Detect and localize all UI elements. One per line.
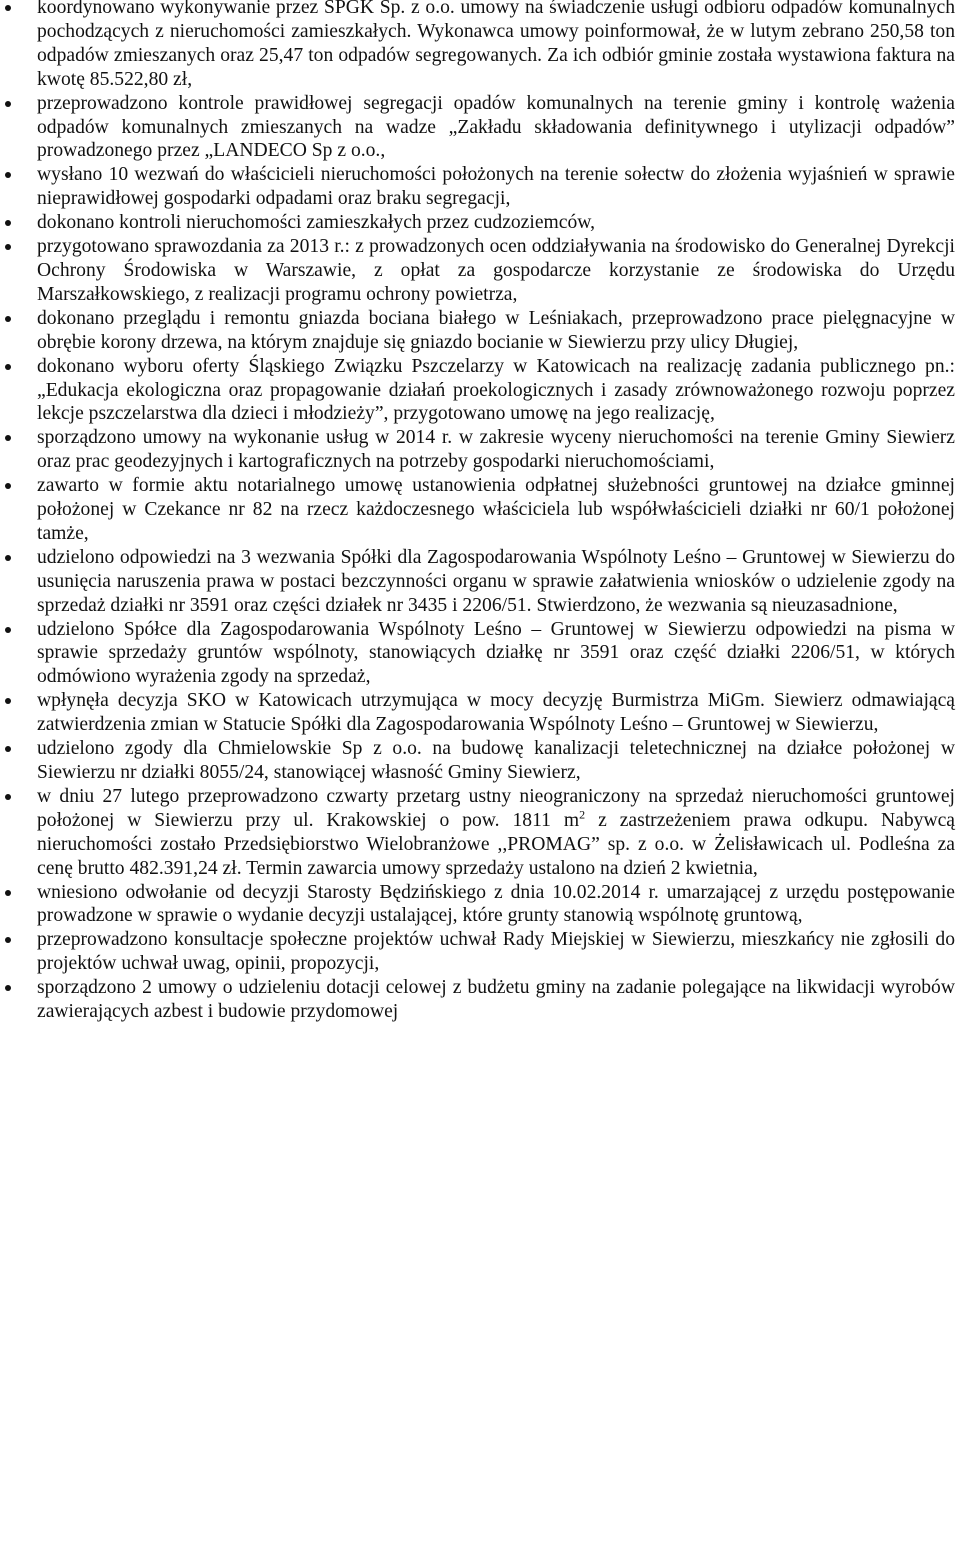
list-item: dokonano kontroli nieruchomości zamieszkałych przez cudzoziemców,: [0, 211, 960, 235]
list-item: sporządzono 2 umowy o udzieleniu dotacji celowej z budżetu gminy na zadanie polegające na likwidacji wyrobów zawierających azbest i budowie przydomowej: [0, 976, 960, 1024]
list-item: wysłano 10 wezwań do właścicieli nieruchomości położonych na terenie sołectw do złożenia wyjaśnień w sprawie nieprawidłowej gospodarki odpadami oraz braku segregacji,: [0, 163, 960, 211]
list-item: zawarto w formie aktu notarialnego umowę ustanowienia odpłatnej służebności gruntowej na działce gminnej położonej w Czekance nr 82 na rzecz każdoczesnego właściciela lub współwłaścicieli działki nr 60/1 położonej tamże,: [0, 474, 960, 546]
list-item-sale: [0, 785, 960, 881]
sale-text-after: z zastrzeżeniem prawa odkupu. Nabywcą nieruchomości zostało Przedsiębiorstwo Wielobranżowe ,,PROMAG” sp. z o.o. w Żelisławicach ul. Podleśna za cenę brutto 482.391,24 zł. Termin zawarcia umowy sprzedaży ustalono na dzień 2 kwietnia,: [37, 809, 955, 879]
sale-text-before: w dniu 27 lutego przeprowadzono czwarty przetarg ustny nieograniczony na sprzedaż nieruchomości gruntowej położonej w Siewierzu przy ul. Krakowskiej o pow. 1811 m: [37, 785, 955, 831]
list-item: sporządzono umowy na wykonanie usług w 2014 r. w zakresie wyceny nieruchomości na terenie Gminy Siewierz oraz prac geodezyjnych i kartograficznych na potrzeby gospodarki nieruchomościami,: [0, 426, 960, 474]
list-item: wpłynęła decyzja SKO w Katowicach utrzymująca w mocy decyzję Burmistrza MiGm. Siewierz odmawiającą zatwierdzenia zmian w Statucie Spółki dla Zagospodarowania Wspólnoty Leśno – Gruntowej w Siewierzu,: [0, 689, 960, 737]
list-item: udzielono odpowiedzi na 3 wezwania Spółki dla Zagospodarowania Wspólnoty Leśno – Gruntowej w Siewierzu do usunięcia naruszenia prawa w postaci bezczynności organu w sprawie załatwienia wniosków o udzielenie zgody na sprzedaż działki nr 3591 oraz części działek nr 3435 i 2206/51. Stwierdzono, że wezwania są nieuzasadnione,: [0, 546, 960, 618]
list-item: koordynowano wykonywanie przez SPGK Sp. z o.o. umowy na świadczenie usługi odbioru odpadów komunalnych pochodzących z nieruchomości zamieszkałych. Wykonawca umowy poinformował, że w lutym zebrano 250,58 ton odpadów zmieszanych oraz 25,47 ton odpadów segregowanych. Za ich odbiór gminie została wystawiona faktura na kwotę 85.522,80 zł,: [0, 0, 960, 92]
list-item: dokonano przeglądu i remontu gniazda bociana białego w Leśniakach, przeprowadzono prace pielęgnacyjne w obrębie korony drzewa, na którym znajduje się gniazdo bocianie w Siewierzu przy ulicy Długiej,: [0, 307, 960, 355]
list-item: dokonano wyboru oferty Śląskiego Związku Pszczelarzy w Katowicach na realizację zadania publicznego pn.: „Edukacja ekologiczna oraz propagowanie działań proekologicznych i zasady zrównoważonego rozwoju poprzez lekcje pszczelarstwa dla dzieci i młodzieży”, przygotowano umowę na jego realizację,: [0, 355, 960, 427]
list-item: przygotowano sprawozdania za 2013 r.: z prowadzonych ocen oddziaływania na środowisko do Generalnej Dyrekcji Ochrony Środowiska w Warszawie, z opłat za gospodarcze korzystanie ze środowiska do Urzędu Marszałkowskiego, z realizacji programu ochrony powietrza,: [0, 235, 960, 307]
list-item: wniesiono odwołanie od decyzji Starosty Będzińskiego z dnia 10.02.2014 r. umarzającej z urzędu postępowanie prowadzone w sprawie o wydanie decyzji ustalającej, które grunty stanowią wspólnotę gruntową,: [0, 881, 960, 929]
list-item: przeprowadzono konsultacje społeczne projektów uchwał Rady Miejskiej w Siewierzu, mieszkańcy nie zgłosili do projektów uchwał uwag, opinii, propozycji,: [0, 928, 960, 976]
list-item: udzielono Spółce dla Zagospodarowania Wspólnoty Leśno – Gruntowej w Siewierzu odpowiedzi na pisma w sprawie sprzedaży gruntów wspólnoty, stanowiących działkę nr 3591 oraz część działki 2206/51, w których odmówiono wyrażenia zgody na sprzedaż,: [0, 618, 960, 690]
area-unit-superscript: 2: [579, 807, 586, 822]
list-item: przeprowadzono kontrole prawidłowej segregacji opadów komunalnych na terenie gminy i kontrolę ważenia odpadów komunalnych zmieszanych na wadze „Zakładu składowania definitywnego i utylizacji odpadów” prowadzonego przez „LANDECO Sp z o.o.,: [0, 92, 960, 164]
list-item: udzielono zgody dla Chmielowskie Sp z o.o. na budowę kanalizacji teletechnicznej na działce położonej w Siewierzu nr działki 8055/24, stanowiącej własność Gminy Siewierz,: [0, 737, 960, 785]
